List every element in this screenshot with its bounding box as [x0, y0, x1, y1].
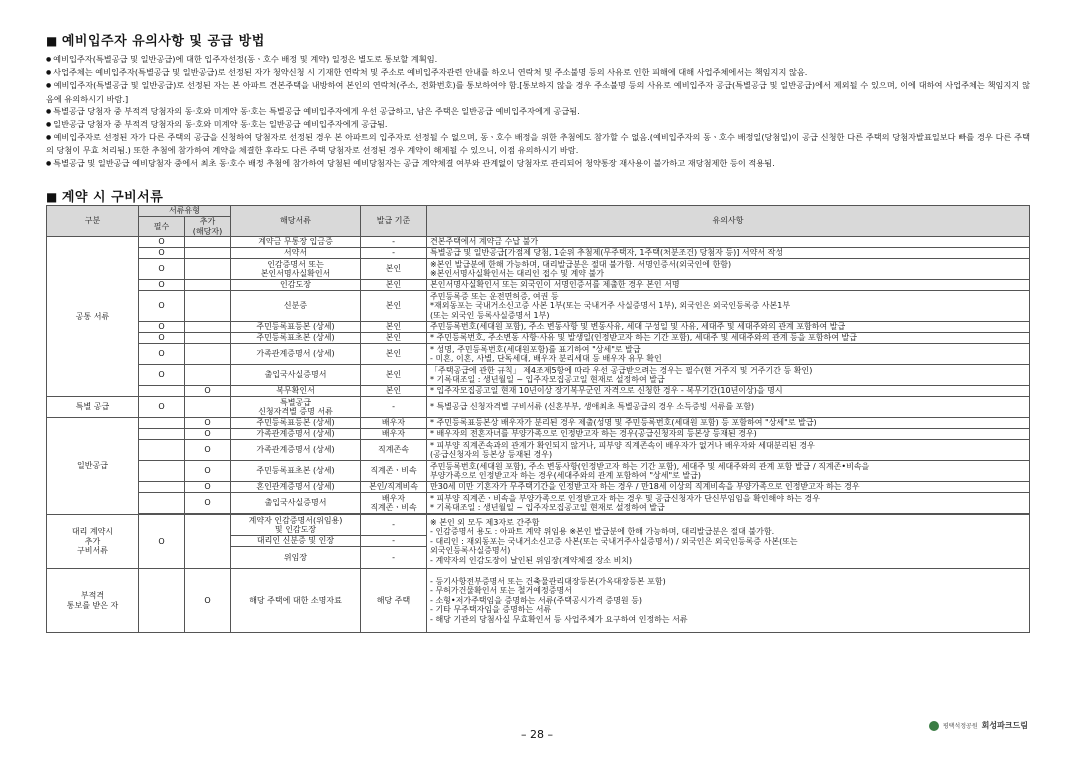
additional-mark: O	[185, 493, 231, 514]
note-cell: 주민등록번호(세대원 포함), 주소 변동사항 및 변동사유, 세대 구성일 및 사유, 세대주 및 세대주와의 관계 포함하여 발급	[427, 322, 1030, 333]
issue-cell: 직계존속	[361, 440, 427, 461]
group-ineligible: 부적격 통보를 받은 자	[47, 569, 139, 633]
page-number: – 28 –	[521, 728, 553, 741]
doc-cell: 대리인 신분증 및 인장	[231, 536, 361, 547]
issue-cell: -	[361, 237, 427, 248]
doc-cell: 가족관계증명서 (상세)	[231, 440, 361, 461]
issue-cell: 본인	[361, 344, 427, 365]
issue-cell: 배우자 직계존ㆍ비속	[361, 493, 427, 514]
header-additional: 추가 (해당자)	[185, 217, 231, 237]
note-item: ● 특별공급 당첨자 중 부적격 당첨자의 동·호와 미계약 동·호는 특별공급 예비입주자에게 우선 공급하고, 남은 주택은 일반공급 예비입주자에게 공급됨.	[46, 105, 1030, 118]
document-page	[46, 30, 1030, 625]
note-cell: 견본주택에서 계약금 수납 불가	[427, 237, 1030, 248]
doc-cell: 혼인관계증명서 (상세)	[231, 482, 361, 493]
note-item: ● 특별공급 및 일반공급 예비당첨자 중에서 최초 동·호수 배정 추첨에 참가하여 당첨된 예비당첨자는 공급 계약체결 여부와 관계없이 당첨자로 관리되어 청약통장 재사용이 불가하고 재당첨제한 등이 적용됨.	[46, 157, 1030, 170]
issue-cell: -	[361, 536, 427, 547]
note-cell: * 특별공급 신청자격별 구비서류 (신혼부부, 생애최초 특별공급의 경우 소득증빙 서류를 포함)	[427, 397, 1030, 418]
leaf-logo-icon	[929, 721, 939, 731]
doc-cell: 가족관계증명서 (상세)	[231, 344, 361, 365]
group-special: 특별 공급	[47, 397, 139, 418]
brand-logo	[929, 720, 1028, 731]
required-mark: O	[139, 322, 185, 333]
header-doc: 해당서류	[231, 206, 361, 237]
issue-cell: 본인/직계비속	[361, 482, 427, 493]
issue-cell: 배우자	[361, 429, 427, 440]
issue-cell: 배우자	[361, 418, 427, 429]
header-issue: 발급 기준	[361, 206, 427, 237]
note-cell: * 배우자의 전혼자녀를 부양가족으로 인정받고자 하는 경우(공급신청자의 등본상 등재된 경우)	[427, 429, 1030, 440]
note-item: ● 예비입주자로 선정된 자가 다른 주택의 공급을 신청하여 당첨자로 선정된 경우 본 아파트의 입주자로 선정될 수 없으며, 동ㆍ호수 배정을 위한 추첨에도 참가할 수 없음.(예비입주자의 동ㆍ호수 배정일(당첨일)이 공급 신청한 다른 주택의 당첨자발표일보다 빠를 경우 다른 주택의 당첨이 무효 처리됨.) 또한 추첨에 참가하여 계약을 체결한 후라도 다른 주택 당첨자로 선정된 경우 계약이 해제될 수 있으니, 이점 유의하시기 바람.	[46, 131, 1030, 156]
issue-cell: 직계존ㆍ비속	[361, 461, 427, 482]
proxy-note-cell: ※ 본인 외 모두 제3자로 간주함 - 인감증명서 용도 : 아파트 계약 위임용 ※본인 발급분에 한해 가능하며, 대리발급분은 절대 불가함. - 대리인 : 재외동포는 국내거소신고증 사본(또는 국내거주사실증명서) / 외국인은 외국인등록증 사본(또는 외국인등록사실증명서) - 계약자의 인감도장이 날인된 위임장(계약체결 장소 비치)	[427, 515, 1030, 569]
doc-cell: 위임장	[231, 547, 361, 569]
note-cell: 본인서명사실확인서 또는 외국인이 서명인증서를 제출한 경우 본인 서명	[427, 280, 1030, 291]
required-mark: O	[139, 397, 185, 418]
note-cell: * 피부양 직계존ㆍ비속을 부양가족으로 인정받고자 하는 경우 및 공급신청자가 단신부임임을 확인해야 하는 경우 * 기록대조일 : 생년월일 ~ 입주자모집공고일 현재로 설정하여 발급	[427, 493, 1030, 514]
doc-cell: 해당 주택에 대한 소명자료	[231, 569, 361, 633]
section2-title-text: 계약 시 구비서류	[61, 190, 164, 205]
header-group: 구분	[47, 206, 139, 237]
required-mark: O	[139, 365, 185, 386]
doc-cell: 주민등록표초본 (상세)	[231, 333, 361, 344]
doc-cell: 서약서	[231, 248, 361, 259]
issue-cell: -	[361, 547, 427, 569]
issue-cell: 본인	[361, 333, 427, 344]
doc-cell: 주민등록표초본 (상세)	[231, 461, 361, 482]
header-required: 필수	[139, 217, 185, 237]
additional-mark: O	[185, 429, 231, 440]
issue-cell: 본인	[361, 280, 427, 291]
note-cell: ※본인 발급분에 한해 가능하며, 대리발급분은 절대 불가함. 서명인증서(외국인에 한함) ※본인서명사실확인서는 대리인 접수 및 계약 불가	[427, 259, 1030, 280]
doc-cell: 계약금 무통장 입금증	[231, 237, 361, 248]
required-mark: O	[139, 280, 185, 291]
note-cell: * 주민등록표등본상 배우자가 분리된 경우 제출(성명 및 주민등록번호(세대원 포함) 등 포함하여 "상세"로 발급)	[427, 418, 1030, 429]
required-mark: O	[139, 515, 185, 569]
brand-small-text: 평택석정공원	[942, 723, 978, 730]
doc-cell: 출입국사실증명서	[231, 493, 361, 514]
additional-mark: O	[185, 440, 231, 461]
square-bullet-icon: ■	[46, 34, 58, 48]
required-mark: O	[139, 344, 185, 365]
doc-cell: 인감도장	[231, 280, 361, 291]
note-cell: 「주택공급에 관한 규칙」 제4조제5항에 따라 우선 공급받으려는 경우는 필수(현 거주지 및 거주기간 등 확인) * 기록대조일 : 생년월일 ~ 입주자모집공고일 현재로 설정하여 발급	[427, 365, 1030, 386]
section-title-documents	[46, 186, 163, 205]
additional-mark: O	[185, 461, 231, 482]
required-mark: O	[139, 259, 185, 280]
note-cell: * 피부양 직계존속과의 관계가 확인되지 않거나, 피부양 직계존속이 배우자가 없거나 배우자와 세대분리된 경우 (공급신청자의 등본상 등재된 경우)	[427, 440, 1030, 461]
note-cell: * 성명, 주민등록번호(세대원포함)를 표기하여 "상세"로 발급 - 미혼, 이혼, 사별, 단독세대, 배우자 분리세대 등 배우자 유무 확인	[427, 344, 1030, 365]
issue-cell: -	[361, 248, 427, 259]
issue-cell: -	[361, 397, 427, 418]
required-mark: O	[139, 291, 185, 322]
doc-cell: 특별공급 신청자격별 증명 서류	[231, 397, 361, 418]
required-mark: O	[139, 237, 185, 248]
doc-cell: 주민등록표등본 (상세)	[231, 418, 361, 429]
note-cell: 주민등록번호(세대원 포함), 주소 변동사항(인정받고자 하는 기간 포함), 세대주 및 세대주와의 관계 포함 발급 / 직계존•비속을 부양가족으로 인정받고자 하는 경우(세대주와의 관계 포함하여 "상세"로 발급)	[427, 461, 1030, 482]
note-cell: 주민등록증 또는 운전면허증, 여권 등 *재외동포는 국내거소신고증 사본 1부(또는 국내거주 사실증명서 1부), 외국인은 외국인등록증 사본1부 (또는 외국인 등록사실증명서 1부)	[427, 291, 1030, 322]
header-note: 유의사항	[427, 206, 1030, 237]
additional-mark: O	[185, 482, 231, 493]
note-item: ● 예비입주자(특별공급 및 일반공급)로 선정된 자는 본 아파트 견본주택을 내방하여 본인의 연락처(주소, 전화번호)를 통보하여야 함.[통보하지 않을 경우 주소불명 등의 사유로 예비입주자 공급(특별공급 및 일반공급)에서 제외될 수 있으며, 이에 대하여 사업주체는 책임지지 않음에 유의하시기 바람.]	[46, 79, 1030, 104]
doc-cell: 인감증명서 또는 본인서명사실확인서	[231, 259, 361, 280]
additional-mark: O	[185, 569, 231, 633]
issue-cell: 해당 주택	[361, 569, 427, 633]
issue-cell: 본인	[361, 386, 427, 397]
group-general: 일반공급	[47, 418, 139, 515]
issue-cell: 본인	[361, 259, 427, 280]
required-documents-table	[46, 205, 1030, 633]
note-cell: 특별공급 및 일반공급[가점제 당첨, 1순위 추첨제(무주택자, 1주택(처분조건) 당첨자 등)] 서약서 작성	[427, 248, 1030, 259]
issue-cell: 본인	[361, 291, 427, 322]
issue-cell: 본인	[361, 322, 427, 333]
doc-cell: 복무확인서	[231, 386, 361, 397]
issue-cell: -	[361, 515, 427, 536]
note-cell: - 등기사항전부증명서 또는 건축물관리대장등본(가옥대장등본 포함) - 무허가건물확인서 또는 철거예정증명서 - 소형•저가주택임을 증명하는 서류(주택공시가격 증명원 등) - 기타 무주택자임을 증명하는 서류 - 해당 기관의 당첨사실 무효확인서 등 사업주체가 요구하여 인정하는 서류	[427, 569, 1030, 633]
required-mark: O	[139, 248, 185, 259]
group-proxy: 대리 계약시 추가 구비서류	[47, 515, 139, 569]
note-cell: * 입주자모집공고일 현재 10년이상 장기복무군인 자격으로 신청한 경우 - 복무기간(10년이상)을 명시	[427, 386, 1030, 397]
header-type: 서류유형	[139, 206, 231, 217]
note-cell: 만30세 미만 기혼자가 무주택기간을 인정받고자 하는 경우 / 만18세 이상의 직계비속을 부양가족으로 인정받고자 하는 경우	[427, 482, 1030, 493]
section-title-waitlist	[46, 30, 1030, 49]
doc-cell: 주민등록표등본 (상세)	[231, 322, 361, 333]
group-common: 공통 서류	[47, 237, 139, 397]
doc-cell: 신분증	[231, 291, 361, 322]
required-mark: O	[139, 333, 185, 344]
note-item: ● 사업주체는 예비입주자(특별공급 및 일반공급)로 선정된 자가 청약신청 시 기재한 연락처 및 주소로 예비입주자관련 안내를 하오니 연락처 및 주소불명 등의 사유로 인한 피해에 대해 사업주체에서는 책임지지 않음.	[46, 66, 1030, 79]
doc-cell: 계약자 인감증명서(위임용) 및 인감도장	[231, 515, 361, 536]
additional-mark: O	[185, 418, 231, 429]
issue-cell: 본인	[361, 365, 427, 386]
doc-cell: 출입국사실증명서	[231, 365, 361, 386]
doc-cell: 가족관계증명서 (상세)	[231, 429, 361, 440]
square-bullet-icon: ■	[46, 190, 58, 204]
additional-mark: O	[185, 386, 231, 397]
note-item: ● 일반공급 당첨자 중 부적격 당첨자의 동·호와 미계약 동·호는 일반공급 예비입주자에게 공급됨.	[46, 118, 1030, 131]
note-cell: * 주민등록번호, 주소변동 사항·사유 및 발생일(인정받고자 하는 기간 포함), 세대주 및 세대주와의 관계 등을 포함하여 발급	[427, 333, 1030, 344]
brand-text: 회성파크드림	[981, 721, 1028, 730]
waitlist-notes	[46, 53, 1030, 170]
section1-title-text: 예비입주자 유의사항 및 공급 방법	[61, 34, 265, 49]
note-item: ● 예비입주자(특별공급 및 일반공급)에 대한 입주자선정(동ㆍ호수 배정 및 계약) 일정은 별도로 통보할 계획임.	[46, 53, 1030, 66]
